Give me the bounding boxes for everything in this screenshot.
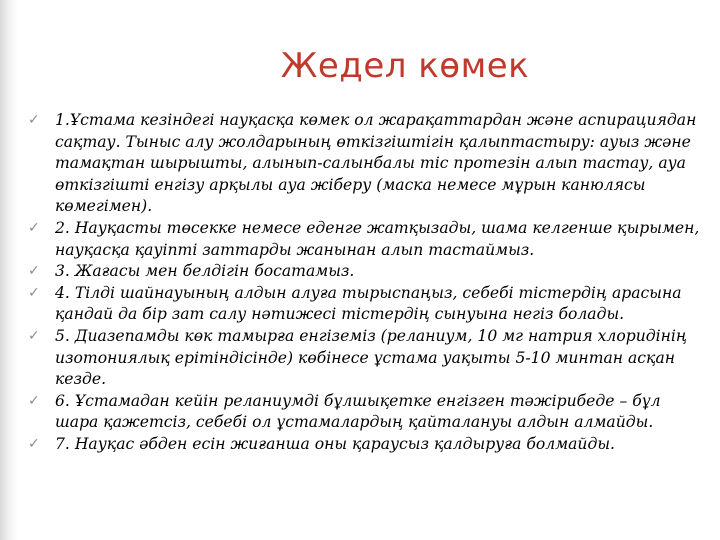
checkmark-icon: ✓: [28, 435, 40, 452]
list-item-text: 7. Науқас әбден есін жиғанша оны қараусыз қалдыруға болмайды.: [55, 434, 615, 453]
list-item-text: 2. Науқасты төсекке немесе еденге жатқызады, шама келгенше қырымен, науқасқа қауіпті заттарды жанынан алып тастаймыз.: [55, 218, 700, 259]
list-item-text: 6. Ұстамадан кейін реланиумді бұлшықетке енгізген тәжірибеде – бұл шара қажетсіз, себебі ол ұстамалардың қайталануы алдын алмайды.: [55, 391, 661, 432]
checkmark-icon: ✓: [28, 263, 40, 280]
list-item-1: [28, 110, 700, 218]
bullet-list: [28, 110, 700, 456]
list-item-6: [28, 391, 700, 434]
list-item-3: [28, 261, 700, 283]
list-item-text: 4. Тілді шайнауының алдын алуға тырыспаңыз, себебі тістердің арасына қандай да бір зат салу нәтижесі тістердің сынуына негіз болады.: [55, 283, 682, 324]
list-item-7: [28, 434, 700, 456]
list-item-5: [28, 326, 700, 391]
checkmark-icon: ✓: [28, 392, 40, 409]
slide-title: Жедел көмек: [280, 46, 530, 86]
list-item-text: 5. Диазепамды көк тамырға енгіземіз (реланиум, 10 мг натрия хлоридінің изотониялық ерітіндісінде) көбінесе ұстама уақыты 5-10 минтан асқан кезде.: [55, 326, 687, 389]
checkmark-icon: ✓: [28, 327, 40, 344]
list-item-text: 3. Жағасы мен белдігін босатамыз.: [55, 262, 355, 281]
list-item-text: 1.Ұстама кезіндегі науқасқа көмек ол жарақаттардан және аспирациядан сақтау. Тыныс алу жолдарының өткізгіштігін қалыптастыру: ауыз және тамақтан шырышты, алынып-салынбалы тіс протезін алып тастау, ауа өткізгішті енгізу арқылы ауа жіберу (маска немесе мұрын канюлясы көмегімен).: [55, 111, 697, 216]
list-item-4: [28, 283, 700, 326]
checkmark-icon: ✓: [28, 219, 40, 236]
checkmark-icon: ✓: [28, 284, 40, 301]
checkmark-icon: ✓: [28, 112, 40, 128]
list-item-2: [28, 218, 700, 261]
